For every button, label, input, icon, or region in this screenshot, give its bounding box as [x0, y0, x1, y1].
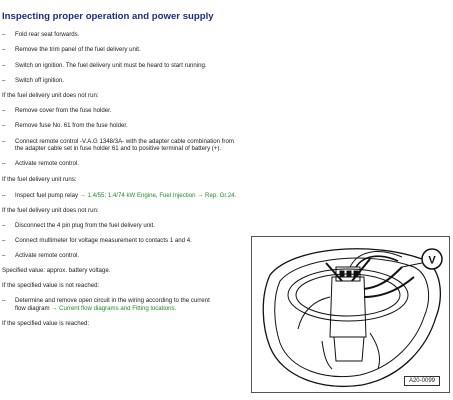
step-inspect-relay — [2, 192, 236, 200]
step-text: Connect multimeter for voltage measurement to contacts 1 and 4. — [15, 237, 192, 244]
bullet-dash: – — [2, 160, 6, 167]
condition-not-reached: If the specified value is not reached: — [2, 282, 100, 289]
page-title: Inspecting proper operation and power supply — [2, 11, 214, 22]
bullet-dash: – — [2, 222, 6, 229]
bullet-dash: – — [2, 237, 6, 244]
step-switch-off — [2, 77, 64, 85]
step-text: Switch off ignition. — [15, 77, 65, 84]
step-disconnect-plug — [2, 222, 155, 230]
step-text: flow diagram — [15, 305, 50, 312]
step-text: Remove the trim panel of the fuel delivery unit. — [15, 46, 141, 53]
condition-not-run-2: If the fuel delivery unit does not run: — [2, 207, 99, 214]
step-remove-fuse — [2, 122, 128, 130]
step-text: Remove cover from the fuse holder. — [15, 107, 112, 114]
bullet-dash: – — [2, 122, 6, 129]
step-fold-seat — [2, 31, 79, 39]
step-remove-cover — [2, 107, 112, 115]
step-switch-on — [2, 62, 207, 70]
relay-reference-link[interactable]: → 1.4/55; 1.4/74 kW Engine, Fuel Injection → Rep. Gr.24. — [79, 192, 237, 199]
step-text: Connect remote control -V.A.G 1348/3A- with the adapter cable combination from — [15, 138, 234, 145]
bullet-dash: – — [2, 252, 6, 259]
step-text: Remove fuse No. 61 from the fuse holder. — [15, 122, 128, 129]
bullet-dash: – — [2, 107, 6, 114]
bullet-dash: – — [2, 138, 6, 145]
step-text: Determine and remove open circuit in the wiring according to the current — [15, 297, 210, 304]
condition-reached: If the specified value is reached: — [2, 320, 90, 327]
step-connect-remote-cont: the adapter cable set in fuse holder 61 and to positive terminal of battery (+). — [15, 145, 222, 152]
step-text: Activate remote control. — [15, 252, 80, 259]
step-text: Fold rear seat forwards. — [15, 31, 80, 38]
step-remove-trim — [2, 46, 141, 54]
step-activate-remote-2 — [2, 252, 79, 260]
condition-runs: If the fuel delivery unit runs: — [2, 176, 77, 183]
step-text: Inspect fuel pump relay — [15, 192, 79, 199]
step-text: Activate remote control. — [15, 160, 80, 167]
condition-not-run: If the fuel delivery unit does not run: — [2, 92, 99, 99]
fuel-delivery-unit-drawing — [252, 237, 449, 392]
bullet-dash: – — [2, 31, 6, 38]
step-connect-multimeter — [2, 237, 192, 245]
step-repair-wiring-cont — [15, 305, 176, 312]
bullet-dash: – — [2, 192, 6, 199]
step-repair-wiring — [2, 297, 210, 305]
step-text: Disconnect the 4 pin plug from the fuel delivery unit. — [15, 222, 155, 229]
step-activate-remote — [2, 160, 79, 168]
bullet-dash: – — [2, 77, 6, 84]
figure-code: A20-0099 — [404, 376, 440, 386]
current-flow-link[interactable]: → Current flow diagrams and Fitting locations. — [51, 305, 177, 312]
bullet-dash: – — [2, 297, 6, 304]
bullet-dash: – — [2, 62, 6, 69]
fuel-delivery-unit-figure — [251, 236, 450, 393]
specified-value: Specified value: approx. battery voltage. — [2, 267, 111, 274]
step-text: Switch on ignition. The fuel delivery unit must be heard to start running. — [15, 62, 207, 69]
bullet-dash: – — [2, 46, 6, 53]
callout-v-label: V — [428, 254, 436, 267]
